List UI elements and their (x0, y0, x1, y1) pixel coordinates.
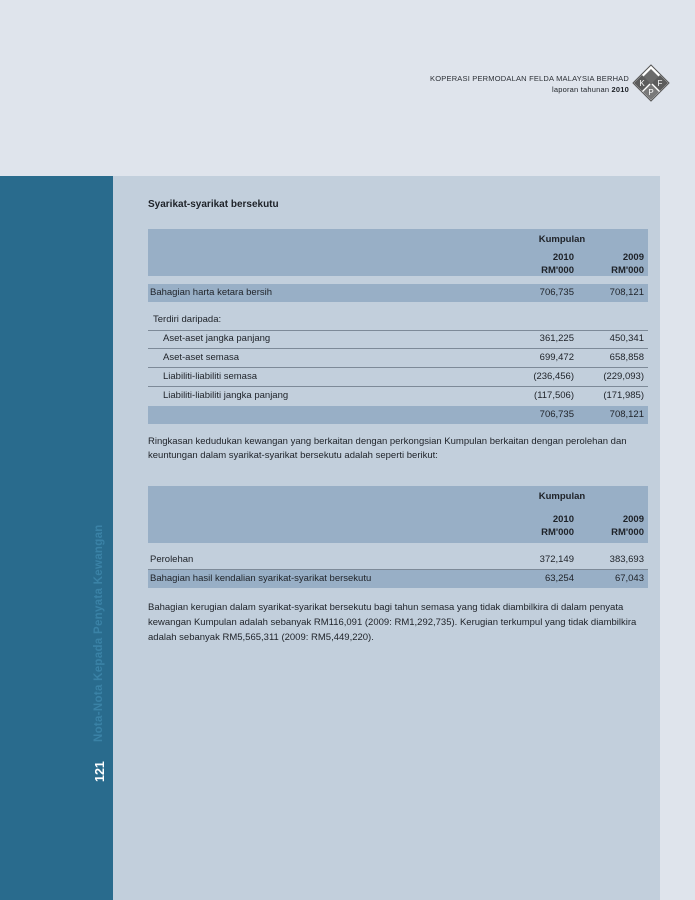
table-row (148, 551, 648, 570)
value-2010: (117,506) (534, 390, 574, 401)
table-row (148, 387, 648, 405)
value-2010: 706,735 (539, 287, 574, 298)
column-header-2009 (584, 513, 644, 539)
logo-letter-f: F (657, 79, 663, 88)
content-panel (113, 176, 660, 900)
report-year: 2010 (611, 85, 629, 94)
total-2010: 706,735 (539, 409, 574, 420)
report-header (430, 73, 629, 95)
revenue-table (148, 486, 648, 591)
value-2009: 450,341 (609, 333, 644, 344)
value-2010: (236,456) (533, 371, 574, 382)
kpf-logo (632, 64, 670, 102)
value-2010: 63,254 (544, 573, 574, 584)
table-header (148, 229, 648, 276)
value-2010: 361,225 (539, 333, 574, 344)
column-unit: RM'000 (611, 527, 644, 538)
losses-paragraph: Bahagian kerugian dalam syarikat-syarikat bersekutu bagi tahun semasa yang tidak diambilkira di dalam penyata kewangan Kumpulan adalah sebanyak RM116,091 (2009: RM1,292,735). Kerugian terkumpul yang tidak diambilkira adalah sebanyak RM5,565,311 (2009: RM5,449,220). (148, 602, 637, 643)
table-row (148, 330, 648, 349)
company-name: KOPERASI PERMODALAN FELDA MALAYSIA BERHAD (430, 74, 629, 83)
row-label: Liabiliti-liabiliti jangka panjang (163, 390, 289, 401)
value-2009: 67,043 (614, 573, 644, 584)
group-header: Kumpulan (538, 234, 586, 245)
column-unit: RM'000 (611, 265, 644, 276)
row-label: Terdiri daripada: (153, 314, 222, 325)
row-label: Perolehan (150, 554, 194, 565)
column-header-2010 (514, 251, 574, 277)
column-unit: RM'000 (541, 527, 574, 538)
column-header-2009 (584, 251, 644, 277)
page-number: 121 (93, 761, 107, 782)
summary-paragraph: Ringkasan kedudukan kewangan yang berkaitan dengan perkongsian Kumpulan berkaitan dengan perolehan dan keuntungan dalam syarikat-syarikat bersekutu adalah seperti berikut: (148, 436, 627, 461)
logo-letter-p: P (648, 88, 654, 97)
group-header: Kumpulan (538, 491, 586, 502)
column-year: 2009 (622, 514, 644, 525)
column-header-2010 (514, 513, 574, 539)
value-2010: 699,472 (539, 352, 574, 363)
table-header (148, 486, 648, 543)
row-label: Aset-aset semasa (163, 352, 240, 363)
row-label: Aset-aset jangka panjang (163, 333, 271, 344)
report-title (430, 84, 629, 95)
value-2010: 372,149 (539, 554, 574, 565)
table-row (148, 368, 648, 387)
sidebar-section-title: Nota-Nota Kepada Penyata Kewangan (93, 524, 105, 742)
net-assets-table (148, 229, 648, 429)
column-year: 2010 (552, 252, 574, 263)
column-unit: RM'000 (541, 265, 574, 276)
column-year: 2009 (622, 252, 644, 263)
report-prefix: laporan tahunan (551, 85, 610, 94)
table-row (148, 311, 648, 331)
total-2009: 708,121 (609, 409, 644, 420)
table-row (148, 284, 648, 302)
row-label: Liabiliti-liabiliti semasa (163, 371, 257, 382)
value-2009: 383,693 (609, 554, 644, 565)
section-title: Syarikat-syarikat bersekutu (148, 199, 279, 210)
value-2009: (171,985) (603, 390, 644, 401)
value-2009: 658,858 (609, 352, 644, 363)
value-2009: (229,093) (603, 371, 644, 382)
table-total-row (148, 406, 648, 424)
value-2009: 708,121 (609, 287, 644, 298)
column-year: 2010 (552, 514, 574, 525)
row-label: Bahagian hasil kendalian syarikat-syarikat bersekutu (150, 573, 372, 584)
logo-letter-k: K (639, 79, 645, 88)
row-label: Bahagian harta ketara bersih (150, 287, 272, 298)
table-row (148, 349, 648, 368)
table-row (148, 570, 648, 588)
